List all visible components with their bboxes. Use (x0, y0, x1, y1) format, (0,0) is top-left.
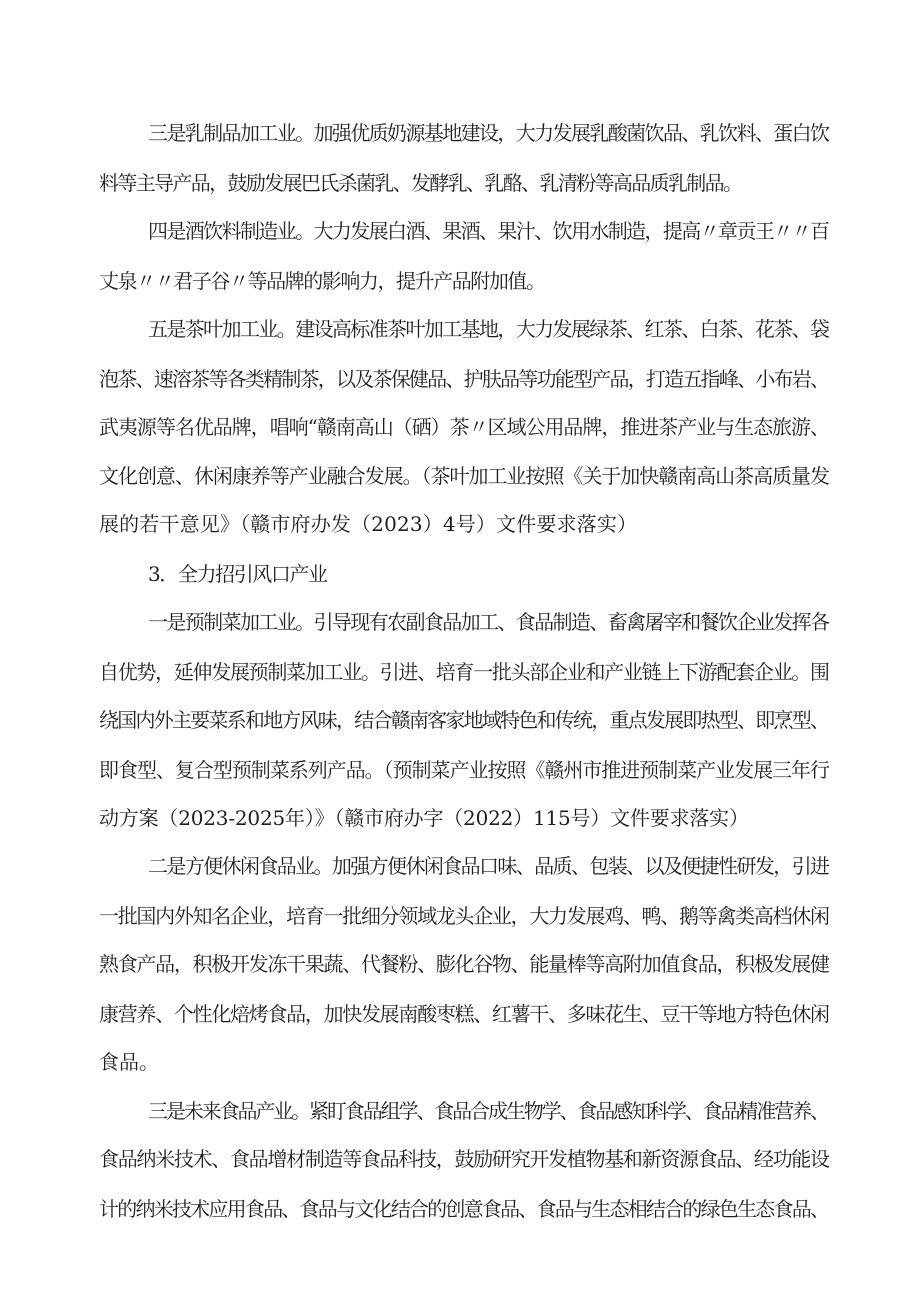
section-heading: 3．全力招引风口产业 (148, 562, 327, 586)
text-line: 即食型、复合型预制菜系列产品。（预制菜产业按照《赣州市推进预制菜产业发展三年行 (99, 758, 829, 782)
text-line: 三是乳制品加工业。加强优质奶源基地建设，大力发展乳酸菌饮品、乳饮料、蛋白饮 (148, 121, 829, 145)
text-line: 展的若干意见》（赣市府办发（2023）4号）文件要求落实） (99, 512, 638, 536)
text-line: 食品。 (99, 1050, 159, 1074)
text-line: 康营养、个性化焙烤食品，加快发展南酸枣糕、红薯干、多味花生、豆干等地方特色休闲 (99, 1002, 829, 1026)
text-line: 一是预制菜加工业。引导现有农副食品加工、食品制造、畜禽屠宰和餐饮企业发挥各 (148, 610, 829, 634)
text-line: 丈泉〃〃君子谷〃等品牌的影响力，提升产品附加值。 (99, 269, 545, 293)
text-line: 四是酒饮料制造业。大力发展白酒、果酒、果汁、饮用水制造，提高〃章贡王〃〃百 (148, 219, 829, 243)
text-line: 三是未来食品产业。紧盯食品组学、食品合成生物学、食品感知科学、食品精准营养、 (148, 1099, 828, 1123)
text-line: 五是茶叶加工业。建设高标准茶叶加工基地，大力发展绿茶、红茶、白茶、花茶、袋 (148, 317, 829, 341)
text-line: 计的纳米技术应用食品、食品与文化结合的创意食品、食品与生态相结合的绿色生态食品、 (99, 1197, 829, 1221)
text-line: 绕国内外主要菜系和地方风味，结合赣南客家地域特色和传统，重点发展即热型、即烹型、 (99, 708, 829, 732)
text-line: 二是方便休闲食品业。加强方便休闲食品口味、品质、包装、以及便捷性研发，引进 (148, 854, 829, 878)
text-line: 一批国内外知名企业，培育一批细分领域龙头企业，大力发展鸡、鸭、鹅等禽类高档休闲 (99, 904, 829, 928)
text-line: 武夷源等名优品牌，唱响“赣南高山（硒）茶〃区域公用品牌，推进茶产业与生态旅游、 (99, 415, 829, 439)
text-line: 动方案（2023-2025年）》（赣市府办字（2022）115号）文件要求落实） (99, 806, 749, 830)
text-line: 食品纳米技术、食品增材制造等食品科技，鼓励研究开发植物基和新资源食品、经功能设 (99, 1147, 829, 1171)
text-line: 料等主导产品，鼓励发展巴氏杀菌乳、发酵乳、乳酪、乳清粉等高品质乳制品。 (99, 171, 742, 195)
text-line: 文化创意、休闲康养等产业融合发展。（茶叶加工业按照《关于加快赣南高山茶高质量发 (99, 464, 829, 488)
text-line: 泡茶、速溶茶等各类精制茶，以及茶保健品、护肤品等功能型产品，打造五指峰、小布岩、 (99, 367, 829, 391)
text-line: 熟食产品，积极开发冻干果蔬、代餐粉、膨化谷物、能量棒等高附加值食品，积极发展健 (99, 952, 829, 976)
text-line: 自优势，延伸发展预制菜加工业。引进、培育一批头部企业和产业链上下游配套企业。围 (99, 660, 829, 684)
